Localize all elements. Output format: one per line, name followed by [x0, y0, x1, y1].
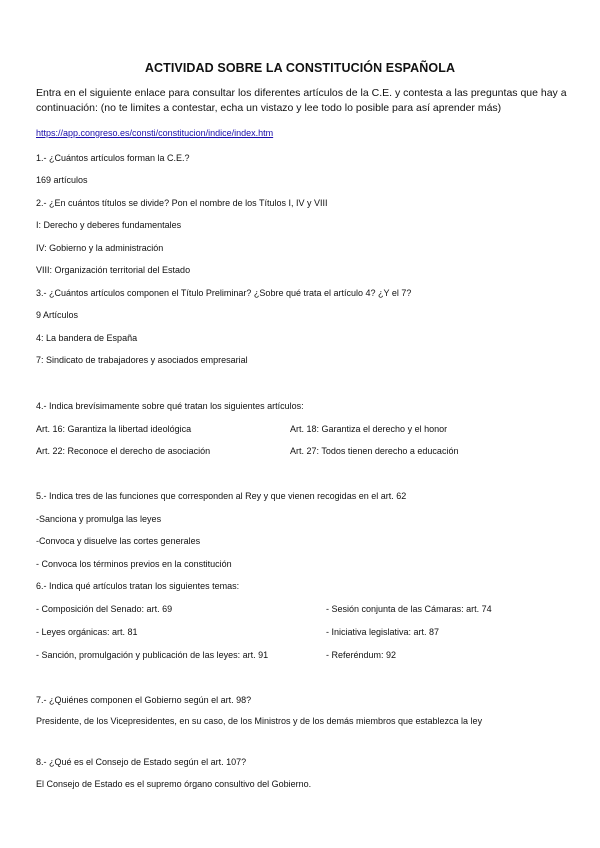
answer-4-art-16: Art. 16: Garantiza la libertad ideológica	[36, 424, 192, 434]
answer-7: Presidente, de los Vicepresidentes, en su caso, de los Ministros y de los demás miembros que establezca la ley	[36, 716, 483, 726]
answer-6-sesion-conjunta: - Sesión conjunta de las Cámaras: art. 74	[326, 604, 492, 614]
answer-6-senado: - Composición del Senado: art. 69	[36, 604, 173, 614]
answer-6-sancion: - Sanción, promulgación y publicación de las leyes: art. 91	[36, 650, 269, 660]
answer-4-art-18: Art. 18: Garantiza el derecho y el honor	[290, 424, 448, 434]
answer-3-art-4: 4: La bandera de España	[36, 333, 138, 343]
intro-paragraph: Entra en el siguiente enlace para consultar los diferentes artículos de la C.E. y contesta a las preguntas que hay a continuación: (no te limites a contestar, echa un vistazo y lee todo lo posible para así aprender más)	[36, 87, 567, 114]
constitution-link[interactable]: https://app.congreso.es/consti/constitucion/indice/index.htm	[36, 128, 274, 138]
answer-1: 169 artículos	[36, 175, 88, 185]
answer-5-item-1: -Sanciona y promulga las leyes	[36, 514, 162, 524]
answer-4-art-22: Art. 22: Reconoce el derecho de asociación	[36, 446, 211, 456]
question-8: 8.- ¿Qué es el Consejo de Estado según el art. 107?	[36, 757, 247, 767]
question-7: 7.- ¿Quiénes componen el Gobierno según el art. 98?	[36, 695, 252, 705]
answer-3-count: 9 Artículos	[36, 310, 79, 320]
answer-5-item-3: - Convoca los términos previos en la constitución	[36, 559, 232, 569]
answer-8: El Consejo de Estado es el supremo órgano consultivo del Gobierno.	[36, 779, 312, 789]
answer-2-title-iv: IV: Gobierno y la administración	[36, 243, 164, 253]
page-title: ACTIVIDAD SOBRE LA CONSTITUCIÓN ESPAÑOLA	[144, 61, 456, 75]
answer-6-referendum: - Referéndum: 92	[326, 650, 397, 660]
answer-6-leyes-organicas: - Leyes orgánicas: art. 81	[36, 627, 138, 637]
question-3: 3.- ¿Cuántos artículos componen el Título Preliminar? ¿Sobre qué trata el artículo 4? ¿Y el 7?	[36, 288, 412, 298]
answer-3-art-7: 7: Sindicato de trabajadores y asociados empresarial	[36, 355, 248, 365]
answer-5-item-2: -Convoca y disuelve las cortes generales	[36, 536, 201, 546]
answer-2-title-i: I: Derecho y deberes fundamentales	[36, 220, 182, 230]
question-4: 4.- Indica brevísimamente sobre qué tratan los siguientes artículos:	[36, 401, 304, 411]
answer-2-title-viii: VIII: Organización territorial del Estado	[36, 265, 191, 275]
answer-4-art-27: Art. 27: Todos tienen derecho a educación	[290, 446, 459, 456]
question-1: 1.- ¿Cuántos artículos forman la C.E.?	[36, 153, 190, 163]
answer-6-iniciativa: - Iniciativa legislativa: art. 87	[326, 627, 440, 637]
question-6: 6.- Indica qué artículos tratan los siguientes temas:	[36, 581, 240, 591]
question-2: 2.- ¿En cuántos títulos se divide? Pon el nombre de los Títulos I, IV y VIII	[36, 198, 328, 208]
question-5: 5.- Indica tres de las funciones que corresponden al Rey y que vienen recogidas en el art. 62	[36, 491, 407, 501]
